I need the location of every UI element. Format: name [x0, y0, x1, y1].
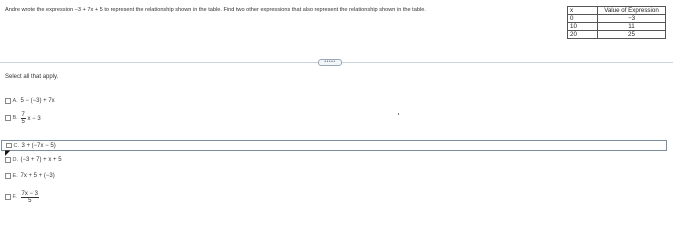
- choice-d-letter: D.: [12, 157, 18, 163]
- table-cell-value: −3: [598, 15, 666, 23]
- table-header-value: Value of Expression: [598, 7, 666, 15]
- table-cell-value: 11: [598, 23, 666, 31]
- instruction-text: Select all that apply.: [5, 74, 59, 80]
- table-header-x: x: [568, 7, 598, 15]
- mouse-cursor-icon: ◤: [5, 150, 11, 157]
- table-row: [568, 23, 666, 31]
- choice-a-letter: A.: [12, 98, 18, 104]
- table-row: [568, 31, 666, 39]
- choice-f-denominator: 5: [28, 197, 32, 204]
- choice-f-fraction: [21, 191, 40, 204]
- checkbox-a[interactable]: [5, 98, 11, 104]
- choice-f-letter: F.: [12, 194, 17, 200]
- choice-b-letter: B.: [12, 115, 18, 121]
- choice-b[interactable]: [5, 111, 41, 125]
- expand-more-button[interactable]: •••••: [318, 59, 342, 66]
- choice-d[interactable]: [5, 155, 62, 165]
- choice-a[interactable]: [5, 96, 55, 106]
- choice-c-expression: 3 + (−7x − 5): [21, 142, 56, 149]
- choice-f-numerator: 7x − 3: [21, 190, 39, 197]
- choice-e-expression: 7x + 5 + (−3): [20, 173, 55, 179]
- value-table: [567, 6, 666, 39]
- choice-b-numerator: 7: [21, 111, 25, 118]
- choice-b-rest: x − 3: [27, 115, 41, 122]
- question-text: Andre wrote the expression −3 + 7x + 5 to represent the relationship shown in the table. Find two other expressions that also represent the relationship shown in the table.: [5, 7, 426, 13]
- checkbox-c[interactable]: [6, 143, 12, 149]
- choice-a-expression: 5 − (−3) + 7x: [20, 98, 55, 104]
- choice-f-expression: [21, 191, 40, 204]
- choice-c[interactable]: [1, 140, 667, 151]
- choice-f[interactable]: [5, 189, 39, 205]
- checkbox-b[interactable]: [5, 115, 11, 121]
- checkbox-d[interactable]: [5, 157, 11, 163]
- table-cell-x: 0: [568, 15, 598, 23]
- checkbox-f[interactable]: [5, 194, 11, 200]
- choice-c-letter: C.: [13, 142, 19, 149]
- table-header-row: [568, 7, 666, 15]
- table-cell-x: 20: [568, 31, 598, 39]
- choice-e-letter: E.: [12, 173, 18, 179]
- checkbox-e[interactable]: [5, 173, 11, 179]
- choice-b-expression: [21, 112, 41, 125]
- choice-b-denominator: 5: [21, 118, 25, 125]
- table-row: [568, 15, 666, 23]
- choice-e[interactable]: [5, 171, 55, 181]
- choice-d-expression: (−3 + 7) + x + 5: [20, 157, 62, 163]
- table-cell-x: 10: [568, 23, 598, 31]
- choice-b-fraction: [21, 112, 26, 125]
- table-cell-value: 25: [598, 31, 666, 39]
- stray-mark: [398, 113, 399, 115]
